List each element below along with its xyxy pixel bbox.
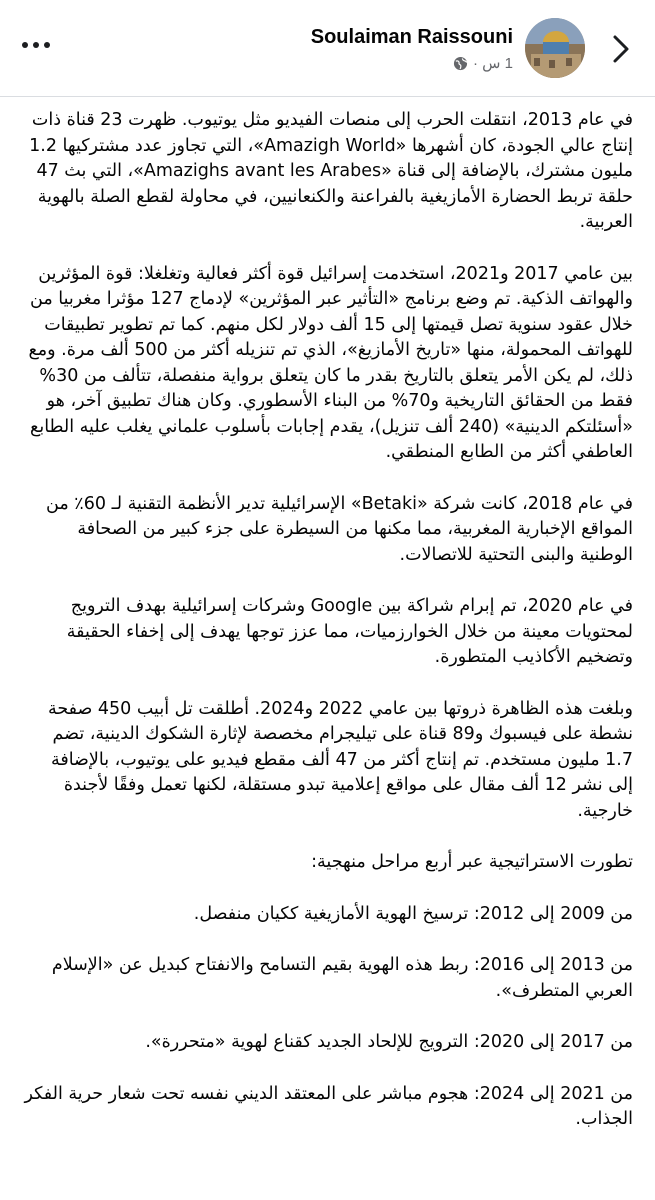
post-paragraph: وبلغت هذه الظاهرة ذروتها بين عامي 2022 و2024. أطلقت تل أبيب 450 صفحة نشطة على فيسبوك و89 قناة على تيليجرام مخصصة لإثارة الشكوك الدينية، تضم 1.7 مليون مستخدم. تم إنتاج أكثر من 47 ألف مقطع فيديو على يوتيوب، بالإضافة إلى نشر 12 ألف مقال على مواقع إعلامية تبدو مستقلة، لكنها تعمل وفقًا لأجندة خارجية. xyxy=(47,698,633,821)
back-button[interactable] xyxy=(605,32,635,66)
post-time[interactable]: 1 س · xyxy=(473,55,513,72)
post-body xyxy=(22,108,633,1159)
author-block xyxy=(311,24,513,72)
author-name[interactable]: Soulaiman Raissouni xyxy=(310,26,513,48)
post-paragraph: من 2013 إلى 2016: ربط هذه الهوية بقيم التسامح والانفتاح كبديل عن «الإسلام العربي المتطرف». xyxy=(51,955,633,1001)
post-header xyxy=(0,0,655,97)
post-paragraph: من 2009 إلى 2012: ترسيخ الهوية الأمازيغية ككيان منفصل. xyxy=(193,903,633,924)
globe-icon[interactable] xyxy=(453,56,468,71)
post-paragraph: في عام 2018، كانت شركة «Betaki» الإسرائيلية تدير الأنظمة التقنية لـ 60٪ من المواقع الإخبارية المغربية، مما مكنها من السيطرة على جزء كبير من الصحافة الوطنية والبنى التحتية للاتصالات. xyxy=(46,493,633,565)
more-options-button[interactable] xyxy=(18,30,54,60)
post-paragraph: بين عامي 2017 و2021، استخدمت إسرائيل قوة أكثر فعالية وتغلغلا: قوة المؤثرين والهواتف الذكية. تم وضع برنامج «التأثير عبر المؤثرين» لإدماج 127 مؤثرا مغربيا من خلال عقود سنوية تصل قيمتها إلى 15 ألف دولار لكل منهم. كما تم تطوير تطبيقات للهواتف المحمولة، منها «تاريخ الأمازيغ»، الذي تم تنزيله أكثر من 500 ألف مرة. ومع ذلك، لم يكن الأمر يتعلق بالتاريخ بقدر ما كان يتعلق برواية منفصلة، تتألف من 30% فقط من الحقائق التاريخية و70% من البناء الأسطوري. وكان هناك تطبيق آخر، هو «أسئلتكم الدينية» (240 ألف تنزيل)، يقدم إجابات بأسلوب علماني يغلب عليه الطابع العاطفي أكثر من الطابع المنطقي. xyxy=(28,263,633,462)
post-paragraph: من 2021 إلى 2024: هجوم مباشر على المعتقد الديني نفسه تحت شعار حرية الفكر الجذاب. xyxy=(24,1083,633,1129)
chevron-right-icon xyxy=(605,32,635,66)
post-meta xyxy=(311,54,513,72)
post-paragraph: في عام 2020، تم إبرام شراكة بين Google وشركات إسرائيلية بهدف الترويج لمحتويات معينة من خلال الخوارزميات، مما عزز توجها يهدف إلى إخفاء الحقيقة وتضخيم الأكاذيب المتطورة. xyxy=(66,596,633,667)
avatar[interactable] xyxy=(525,18,585,78)
post-paragraph: من 2017 إلى 2020: الترويج للإلحاد الجديد كقناع لهوية «متحررة». xyxy=(145,1032,633,1052)
more-horizontal-icon xyxy=(20,42,53,48)
avatar-image xyxy=(525,18,585,78)
post-paragraph: تطورت الاستراتيجية عبر أربع مراحل منهجية: xyxy=(311,852,633,872)
post-paragraph: في عام 2013، انتقلت الحرب إلى منصات الفيديو مثل يوتيوب. ظهرت 23 قناة ذات إنتاج عالي الجودة، كان أشهرها «Amazigh World»، التي تجاوز عدد مشتركيها 1.2 مليون مشترك، بالإضافة إلى قناة «Amazighs avant les Arabes»، التي بث 47 حلقة تربط الحضارة الأمازيغية بالفراعنة والكنعانيين، في محاولة لقطع الصلة بالهوية العربية. xyxy=(29,110,633,232)
